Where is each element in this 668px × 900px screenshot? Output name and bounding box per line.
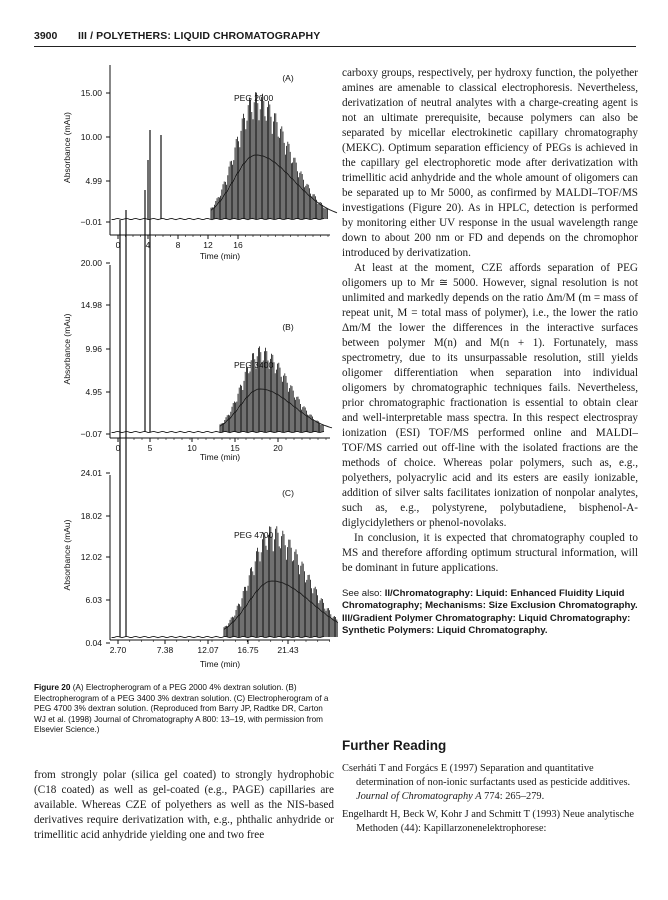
page-number: 3900 [34, 30, 58, 42]
x-tick-label: 16.75 [237, 645, 259, 655]
x-tick-label: 12.07 [197, 645, 219, 655]
y-tick-label: −0.01 [80, 217, 102, 227]
y-tick-label: 20.00 [80, 258, 102, 268]
caption-label: Figure 20 [34, 683, 71, 692]
y-tick-label: 4.95 [85, 387, 102, 397]
x-tick-label: 8 [175, 240, 181, 250]
x-tick-label: 0 [115, 443, 121, 453]
x-tick-label: 20 [273, 443, 283, 453]
y-axis-title: Absorbance (mAu) [62, 112, 72, 183]
further-reading-heading: Further Reading [342, 738, 447, 753]
ref-journal: Journal of Chromatography A [356, 791, 482, 802]
reference-item [342, 808, 638, 836]
peak-label: PEG 3400 [234, 360, 274, 370]
right-column [342, 66, 638, 638]
x-axis-title: Time (min) [199, 659, 241, 669]
figure-caption [34, 683, 336, 736]
x-tick-label: 10 [187, 443, 197, 453]
x-axis-title: Time (min) [199, 452, 241, 462]
x-tick-label: 21.43 [277, 645, 299, 655]
panel-label: (C) [282, 488, 294, 498]
y-tick-label: 15.00 [80, 88, 102, 98]
y-tick-label: −0.07 [80, 429, 102, 439]
peak-label: PEG 2000 [234, 93, 274, 103]
y-tick-label: 12.02 [80, 552, 102, 562]
x-tick-label: 2.70 [109, 645, 127, 655]
panel-label: (A) [282, 73, 294, 83]
x-tick-label: 12 [203, 240, 213, 250]
ref-rest: 774: 265–279. [481, 791, 545, 802]
reference-list [342, 762, 638, 840]
see-also-label: See also: [342, 588, 383, 599]
peak-label: PEG 4700 [234, 530, 274, 540]
left-column-text: from strongly polar (silica gel coated) to strongly hydrophobic (C18 coated) as well as gel-coated (e.g., PAGE) capillaries are available. Whereas CZE of polyethers as well as the NIS-based derivatives require derivatization with, e.g., phthalic anhydride or trimellitic acid anhydride yielding one and two free [34, 769, 334, 841]
paragraph-3: In conclusion, it is expected that chromatography coupled to MS and therefore affording optimum structural information, will be dominant in future applications. [342, 532, 638, 574]
y-tick-label: 4.99 [85, 176, 102, 186]
ref-authors: Engelhardt H, Beck W, Kohr J and Schmitt T (1993) Neue analytische Methoden (44): Kapillarzonenelektrophorese: [342, 809, 634, 834]
y-tick-label: 18.02 [80, 511, 102, 521]
figure-20 [30, 60, 338, 680]
y-tick-label: 9.96 [85, 344, 102, 354]
y-tick-label: 0.04 [85, 638, 102, 648]
paragraph-2: At least at the moment, CZE affords separation of PEG oligomers up to Mr ≅ 5000. However, signal resolution is not unlimited and markedly depends on the ratio Δm/M (m = mass of repeat unit, M = total mass of polymer), i.e., the lower the ratio Δm/M the lower the differences in the interactive surfaces between polymer M(n) and M(n + 1). Fortunately, mass spectrometry, due to its unsurpassable resolution, still yields oligomer differentiation when separation into individual oligomers by chromatographic techniques fails. Nevertheless, prior chromatographic fractionation is essential to obtain clear and well-interpretable mass spectra. In this respect electrospray ionization (ESI) TOF/MS performed online and MALDI–TOF/MS carried out off-line with the isolated fractions are the methods of choice. Whereas polar polymers, such as, e.g., polyethers, polyacrylic acid and its esters are easily ionizable, addition of silver salts facilitates ionization of nonpolar analytes, such as, e.g., polystyrene, polybutadiene, bisphenol-A-diglycidylethers or phenol-novolaks. [342, 262, 638, 529]
x-tick-label: 16 [233, 240, 243, 250]
electropherogram-figure [30, 60, 338, 680]
y-axis-title: Absorbance (mAu) [62, 519, 72, 591]
oligomer-peak-cluster [224, 526, 338, 637]
x-tick-label: 15 [230, 443, 240, 453]
reference-item [342, 762, 638, 804]
oligomer-peak-cluster [211, 92, 327, 219]
running-title: III / POLYETHERS: LIQUID CHROMATOGRAPHY [78, 30, 321, 42]
panel-label: (B) [282, 322, 294, 332]
see-also [342, 588, 638, 638]
x-tick-label: 0 [115, 240, 121, 250]
y-tick-label: 10.00 [80, 132, 102, 142]
y-tick-label: 14.98 [80, 300, 102, 310]
x-tick-label: 7.38 [156, 645, 174, 655]
paragraph-1: carboxy groups, respectively, per hydroxy function, the polyether amines are amenable to classical electrophoresis. Nevertheless, derivatization of neutral analytes with a charge-creating agent is not an ultimate prerequisite, because polymers can also be separated by micellar electrokinetic capillary chromatography (MEKC). Optimum separation efficiency of PEGs is achieved in the capillary gel electrophoretic mode after derivatization with trimellitic acid anhydride and the whole amount of oligomers can be separated up to Mr 5000, as confirmed by MALDI–TOF/MS investigations (Figure 20). As in HPLC, detection is performed by monitoring either UV response in the usual wavelength range down to about 200 nm or FD and depends on the chromophor introduced by derivatization. [342, 67, 638, 259]
see-also-links[interactable]: II/Chromatography: Liquid: Enhanced Fluidity Liquid Chromatography; Mechanisms: Size Exclusion Chromatography. III/Gradient Polymer Chromatography: Liquid Chromatography: Synthetic Polymers: Liquid Chromatography. [342, 588, 638, 637]
x-tick-label: 4 [145, 240, 151, 250]
x-tick-label: 5 [147, 443, 153, 453]
ref-authors: Cserháti T and Forgács E (1997) Separation and quantitative determination of non-ionic surfactants used as pesticide additives. [342, 763, 631, 788]
caption-text: (A) Electropherogram of a PEG 2000 4% dextran solution. (B) Electropherogram of a PEG 3400 3% dextran solution. (C) Electropherogram of a PEG 4700 3% dextran solution. (Reproduced from Barry JP, Radtke DR, Carton WJ et al. (1998) Journal of Chromatography A 800: 13–19, with permission from Elsevier Science.) [34, 683, 329, 735]
y-tick-label: 24.01 [80, 468, 102, 478]
y-tick-label: 6.03 [85, 595, 102, 605]
header-rule [34, 46, 636, 47]
x-axis-title: Time (min) [199, 251, 241, 261]
y-axis-title: Absorbance (mAu) [62, 313, 72, 385]
